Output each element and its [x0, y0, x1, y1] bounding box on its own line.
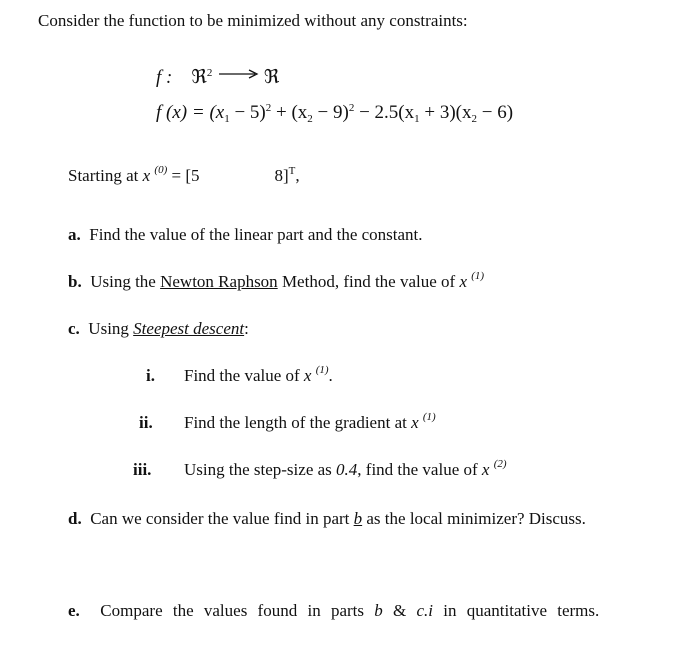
part-b [68, 272, 484, 292]
part-c-ii-label: ii. [139, 413, 153, 432]
function-term-5: + 3)(x [419, 102, 472, 123]
part-a-label: a. [68, 225, 81, 244]
part-c-iii-superscript: (2) [493, 458, 507, 470]
part-b-pre: Using the [90, 272, 161, 291]
intro-text: Consider the function to be minimized without any constraints: [38, 11, 468, 30]
mapping-f: f : [156, 67, 173, 88]
part-c-tail: : [244, 319, 249, 338]
mapping-domain: ℜ [191, 67, 207, 88]
function-term-3: − 9) [312, 102, 349, 123]
starting-tail: , [295, 166, 300, 185]
part-b-label: b. [68, 272, 82, 291]
part-c-i-x: x [303, 366, 312, 385]
part-d-ref: b [353, 509, 363, 528]
part-c-i-label: i. [146, 366, 155, 385]
function-mapping [156, 66, 279, 89]
subscript-2: 2 [307, 113, 313, 125]
part-c-iii [184, 460, 507, 480]
function-term-4: − 2.5(x [354, 102, 415, 123]
function-lhs: f (x) = (x [156, 102, 225, 123]
part-c-iii-label: iii. [133, 460, 152, 479]
part-b-mid: Method, find the value of [277, 272, 460, 291]
starting-point [68, 166, 300, 186]
part-d [68, 509, 586, 529]
right-arrow-icon [217, 69, 259, 79]
step-size-value: 0.4 [336, 460, 358, 479]
part-e-pre: Compare the values found in parts [100, 601, 375, 620]
starting-vector-first: = [5 [167, 166, 200, 185]
part-a-text: Find the value of the linear part and the constant. [89, 225, 423, 244]
part-c-i-superscript: (1) [315, 364, 329, 376]
part-a [68, 225, 423, 245]
part-c-i-tail: . [328, 366, 333, 385]
function-definition [156, 102, 513, 124]
part-c-ii-x: x [411, 413, 419, 432]
part-c-iii-mid: , find the value of [357, 460, 482, 479]
part-b-superscript: (1) [471, 270, 485, 282]
starting-x-superscript: (0) [154, 164, 168, 176]
part-c-i-text: Find the value of [184, 366, 304, 385]
part-d-tail: as the local minimizer? Discuss. [362, 509, 586, 528]
function-term-6: − 6) [477, 102, 514, 123]
part-c-pre: Using [88, 319, 134, 338]
subscript-1: 1 [224, 113, 230, 125]
function-term-2: + (x [271, 102, 308, 123]
transpose-mark: T [288, 165, 296, 177]
part-c [68, 319, 249, 339]
part-c-method: Steepest descent [133, 319, 245, 338]
part-e [68, 601, 599, 621]
starting-vector-second: 8] [274, 166, 289, 185]
part-c-iii-pre: Using the step-size as [184, 460, 337, 479]
part-c-ii-text: Find the length of the gradient at [184, 413, 412, 432]
part-d-label: d. [68, 509, 82, 528]
exponent-2: 2 [348, 102, 355, 114]
part-d-pre: Can we consider the value find in part [90, 509, 354, 528]
part-b-method: Newton Raphson [160, 272, 278, 291]
part-e-tail: in quantitative terms. [433, 601, 600, 620]
subscript-3: 1 [414, 113, 420, 125]
part-c-i [184, 366, 333, 386]
function-term-1: − 5) [229, 102, 266, 123]
part-e-ref-ci: c.i [416, 601, 434, 620]
part-c-ii-superscript: (1) [422, 411, 436, 423]
part-c-iii-x: x [481, 460, 490, 479]
part-e-label: e. [68, 601, 80, 620]
starting-x: x [142, 166, 151, 185]
part-b-x: x [459, 272, 467, 291]
part-c-label: c. [68, 319, 80, 338]
mapping-codomain: ℜ [263, 67, 280, 88]
part-e-ref-b: b [374, 601, 383, 620]
exponent-1: 2 [265, 102, 272, 114]
part-c-ii [184, 413, 436, 433]
part-e-amp: & [382, 601, 417, 620]
mapping-domain-exponent: 2 [206, 67, 213, 79]
subscript-4: 2 [471, 113, 478, 125]
starting-label: Starting at [68, 166, 143, 185]
